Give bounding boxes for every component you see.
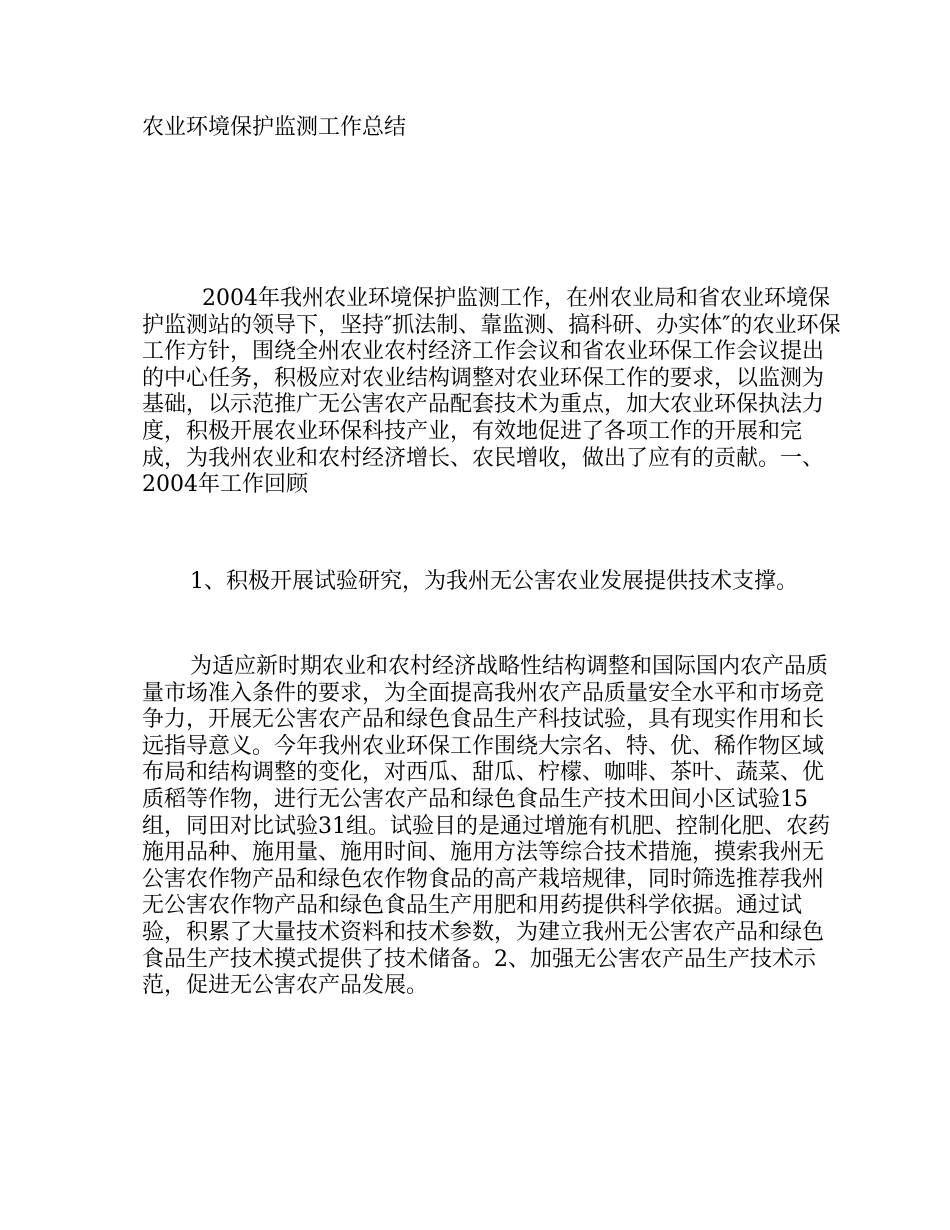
paragraph-work-overview: 2004年我州农业环境保护监测工作，在州农业局和省农业环境保护监测站的领导下，坚持″抓法制、靠监测、搞科研、办实体″的农业环保工作方针，围绕全州农业农村经济工作会议和省农业环保工作会议提出的中心任务，积极应对农业结构调整对农业环保工作的要求，以监测为基础，以示范推广无公害农产品配套技术为重点，加大农业环保执法力度，积极开展农业环保科技产业，有效地促进了各项工作的开展和完成，为我州农业和农村经济增长、农民增收，做出了应有的贡献。一、2004年工作回顾 bbox=[142, 286, 841, 498]
paragraph-trial-research: 为适应新时期农业和农村经济战略性结构调整和国际国内农产品质量市场准入条件的要求，为全面提高我州农产品质量安全水平和市场竞争力，开展无公害农产品和绿色食品生产科技试验，具有现实作用和长远指导意义。今年我州农业环保工作围绕大宗名、特、优、稀作物区域布局和结构调整的变化，对西瓜、甜瓜、柠檬、咖啡、茶叶、蔬菜、优质稻等作物，进行无公害农产品和绿色食品生产技术田间小区试验15组，同田对比试验31组。试验目的是通过增施有机肥、控制化肥、农药施用品种、施用量、施用时间、施用方法等综合技术措施，摸索我州无公害农作物产品和绿色农作物食品的高产栽培规律，同时筛选推荐我州无公害农作物产品和绿色食品生产用肥和用药提供科学依据。通过试验，积累了大量技术资料和技术参数，为建立我州无公害农产品和绿色食品生产技术摸式提供了技术储备。2、加强无公害农产品生产技术示范，促进无公害农产品发展。 bbox=[142, 654, 830, 999]
document-title: 农业环境保护监测工作总结 bbox=[142, 115, 407, 140]
paragraph-section-1-heading: 1、积极开展试验研究，为我州无公害农业发展提供技术支撑。 bbox=[190, 569, 798, 594]
